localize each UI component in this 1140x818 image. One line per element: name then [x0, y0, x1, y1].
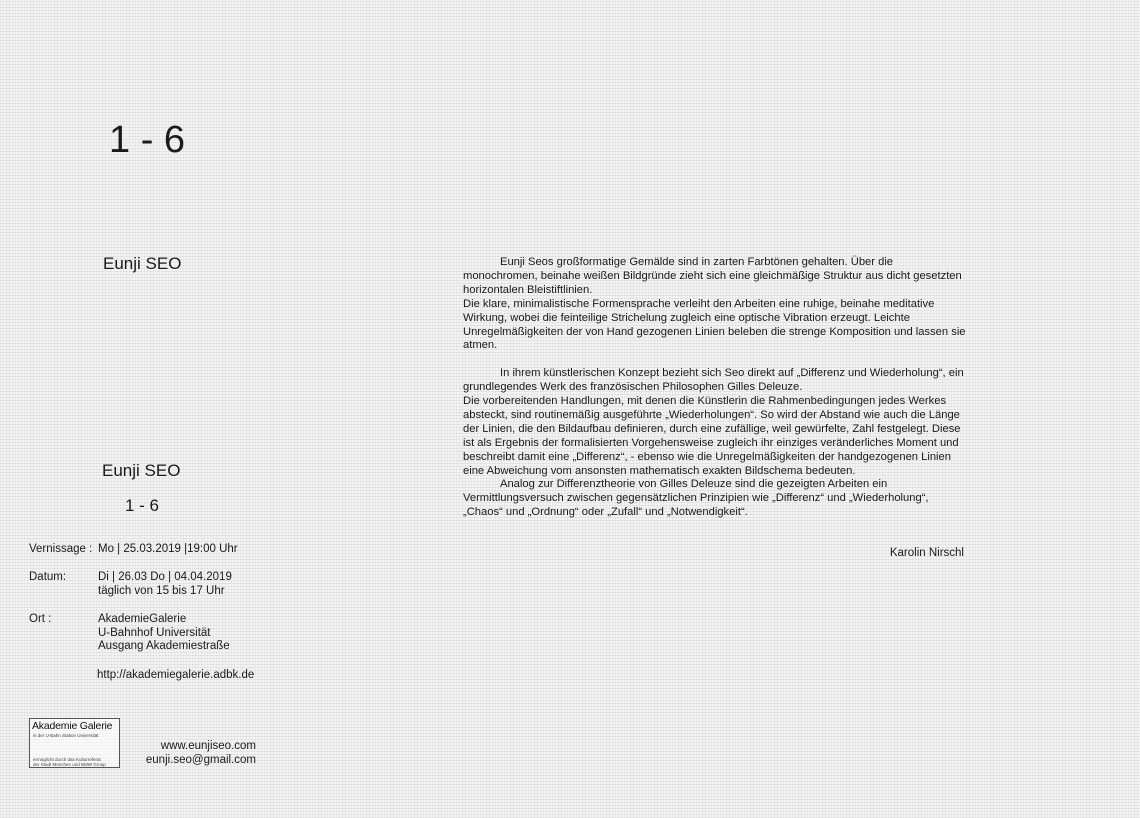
- logo-name: Akademie Galerie: [32, 720, 113, 732]
- essay-paragraph: Die vorbereitenden Handlungen, mit denen die Künstlerin die Rahmenbedingungen jedes Werkes absteckt, sind routinemäßig ausgeführte „Wiederholungen“. So wird der Abstand wie auch die Länge der Linien, die den Bildaufbau definieren, durch eine zufällige, weil gewürfelte, Zahl festgelegt. Diese ist als Ergebnis der formalisierten Vorgehensweise zugleich ihr einziges veränderliches Moment und beschreibt damit eine „Differenz“, - ebenso wie die Unregelmäßigkeiten der handgezogenen Linien eine Abweichung vom ansonsten mathematisch exakten Bildschema bedeuten.: [463, 395, 961, 477]
- paragraph-spacer: [463, 353, 968, 367]
- akademie-galerie-logo: [29, 718, 120, 768]
- essay-paragraph: Eunji Seos großformatige Gemälde sind in zarten Farbtönen gehalten. Über die monochromen, beinahe weißen Bildgründe zieht sich eine gleichmäßige Struktur aus dicht gesetzten horizontalen Bleistiftlinien.: [463, 256, 962, 296]
- essay-author: Karolin Nirschl: [889, 547, 964, 559]
- summary-artist-name: Eunji SEO: [102, 461, 181, 480]
- essay-paragraph: Die klare, minimalistische Formensprache verleiht den Arbeiten eine ruhige, beinahe meditative Wirkung, wobei die feinteilige Strichelung zugleich eine optische Vibration erzeugt. Leichte Unregelmäßigkeiten der von Hand gezogenen Linien beleben die strenge Komposition und lassen sie atmen.: [463, 297, 966, 352]
- logo-credit-line: der Stadt München und BMW Group: [33, 762, 106, 768]
- datum-dates: Di | 26.03 Do | 04.04.2019: [98, 571, 232, 583]
- datum-value: [98, 571, 232, 598]
- ort-value: [98, 613, 230, 654]
- logo-credit-line: ermöglicht durch das Kulturreferat: [33, 757, 101, 762]
- artist-website-link[interactable]: www.eunjiseo.com: [160, 740, 256, 752]
- logo-credit: [33, 757, 106, 767]
- ort-venue: AkademieGalerie: [98, 613, 187, 625]
- ort-exit: Ausgang Akademiestraße: [98, 640, 230, 652]
- artist-email-link[interactable]: eunji.seo@gmail.com: [145, 754, 256, 766]
- exhibition-title: 1 - 6: [109, 119, 186, 161]
- ort-label: Ort :: [29, 613, 52, 625]
- datum-label: Datum:: [29, 571, 67, 583]
- essay-paragraph: In ihrem künstlerischen Konzept bezieht sich Seo direkt auf „Differenz und Wiederholung“, ein grundlegendes Werk des französischen Philosophen Gilles Deleuze.: [463, 367, 964, 394]
- vernissage-value: Mo | 25.03.2019 |19:00 Uhr: [98, 543, 238, 555]
- logo-subtitle: in der U-Bahn Station Universität: [33, 733, 99, 738]
- essay-text: [463, 256, 968, 520]
- artist-name: Eunji SEO: [103, 254, 182, 273]
- ort-station: U-Bahnhof Universität: [98, 626, 211, 639]
- gallery-website-link[interactable]: http://akademiegalerie.adbk.de: [97, 669, 255, 681]
- vernissage-label: Vernissage :: [29, 543, 93, 555]
- datum-hours: täglich von 15 bis 17 Uhr: [98, 584, 225, 597]
- essay-paragraph: Analog zur Differenztheorie von Gilles Deleuze sind die gezeigten Arbeiten ein Vermittlungsversuch zwischen gegensätzlichen Prinzipien wie „Differenz“ und „Wiederholung“, „Chaos“ und „Ordnung“ oder „Zufall“ und „Notwendigkeit“.: [463, 478, 929, 519]
- summary-exhibition-title: 1 - 6: [125, 496, 160, 515]
